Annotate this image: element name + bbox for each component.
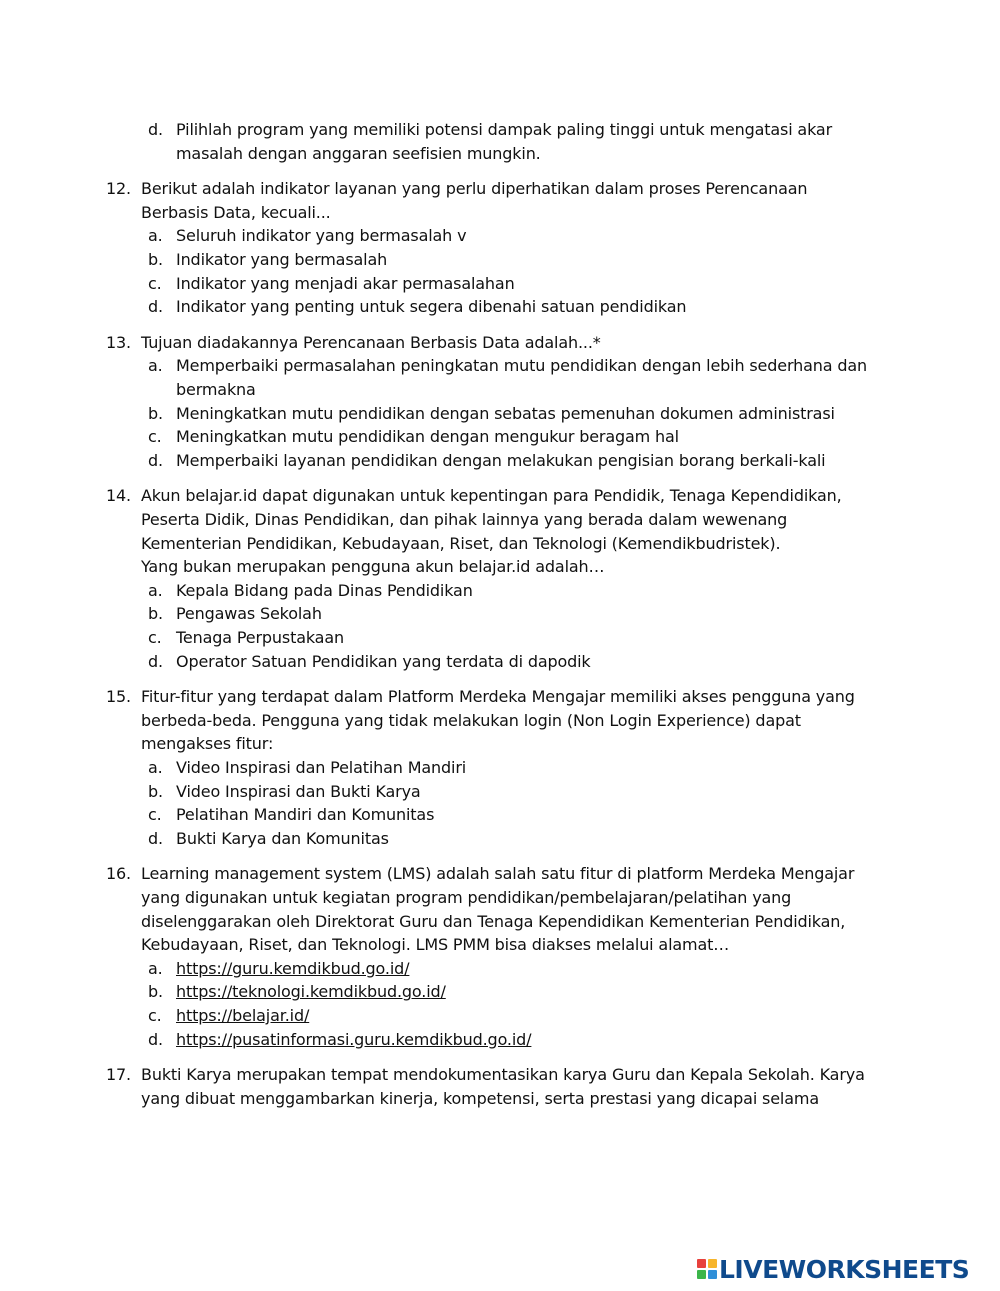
question-line <box>0 732 1000 756</box>
option-link[interactable]: https://teknologi.kemdikbud.go.id/ <box>176 982 446 1002</box>
option-link[interactable]: https://guru.kemdikbud.go.id/ <box>176 958 410 978</box>
question-number: 17. <box>106 1065 131 1085</box>
option-line <box>0 780 1000 804</box>
option-line <box>0 1004 1000 1028</box>
option-line <box>0 650 1000 674</box>
option-letter: d. <box>148 828 163 848</box>
question-line <box>0 862 1000 886</box>
logo-block <box>697 1270 706 1279</box>
question-text: Bukti Karya merupakan tempat mendokumentasikan karya Guru dan Kepala Sekolah. Karya <box>141 1065 865 1085</box>
question-text: Akun belajar.id dapat digunakan untuk kepentingan para Pendidik, Tenaga Kependidikan, <box>141 486 842 506</box>
question-text: Berbasis Data, kecuali... <box>141 202 331 222</box>
question-text: Kebudayaan, Riset, dan Teknologi. LMS PMM bisa diakses melalui alamat… <box>141 935 730 955</box>
question-line <box>0 1063 1000 1087</box>
option-letter: c. <box>148 273 162 293</box>
option-line <box>0 579 1000 603</box>
option-link[interactable]: https://pusatinformasi.guru.kemdikbud.go.id/ <box>176 1029 532 1049</box>
option-letter: b. <box>148 250 163 269</box>
option-line <box>0 827 1000 851</box>
option-letter: a. <box>148 580 163 600</box>
option-letter: a. <box>148 758 163 777</box>
question-number: 14. <box>106 486 131 506</box>
option-link[interactable]: https://belajar.id/ <box>176 1006 310 1025</box>
logo-wordmark: LIVEWORKSHEETS <box>719 1254 970 1284</box>
question-line <box>0 177 1000 201</box>
option-text: Kepala Bidang pada Dinas Pendidikan <box>176 580 473 600</box>
option-letter: a. <box>148 958 163 978</box>
option-text: Tenaga Perpustakaan <box>176 628 344 647</box>
question-number: 15. <box>106 687 131 707</box>
option-letter: d. <box>148 120 163 139</box>
option-line <box>0 602 1000 626</box>
question-text: Fitur-fitur yang terdapat dalam Platform Merdeka Mengajar memiliki akses pengguna yang <box>141 687 855 707</box>
option-text: Pengawas Sekolah <box>176 604 322 624</box>
question-line <box>0 201 1000 225</box>
question-number: 16. <box>106 864 131 884</box>
option-line <box>0 402 1000 426</box>
question-line <box>0 910 1000 934</box>
question-text: berbeda-beda. Pengguna yang tidak melakukan login (Non Login Experience) dapat <box>141 710 801 730</box>
option-line <box>0 118 1000 142</box>
logo-block <box>697 1259 706 1268</box>
question-line <box>0 886 1000 910</box>
question-line <box>0 508 1000 532</box>
option-letter: c. <box>148 805 162 825</box>
question-text: Learning management system (LMS) adalah salah satu fitur di platform Merdeka Mengajar <box>141 864 855 884</box>
option-line <box>0 142 1000 166</box>
option-text: Video Inspirasi dan Pelatihan Mandiri <box>176 758 467 777</box>
question-text: diselenggarakan oleh Direktorat Guru dan Tenaga Kependidikan Kementerian Pendidikan, <box>141 911 846 931</box>
option-text: Meningkatkan mutu pendidikan dengan sebatas pemenuhan dokumen administrasi <box>176 403 835 423</box>
option-text: Meningkatkan mutu pendidikan dengan mengukur beragam hal <box>176 427 679 447</box>
option-line <box>0 957 1000 981</box>
option-line <box>0 272 1000 296</box>
option-text: Memperbaiki permasalahan peningkatan mutu pendidikan dengan lebih sederhana dan <box>176 356 867 376</box>
option-letter: b. <box>148 403 163 423</box>
question-text: Kementerian Pendidikan, Kebudayaan, Riset, dan Teknologi (Kemendikbudristek). <box>141 533 781 553</box>
logo-block <box>708 1270 717 1279</box>
question-text: Yang bukan merupakan pengguna akun belajar.id adalah… <box>141 557 605 577</box>
option-text: Memperbaiki layanan pendidikan dengan melakukan pengisian borang berkali-kali <box>176 450 826 470</box>
option-letter: c. <box>148 628 162 647</box>
option-text: Indikator yang bermasalah <box>176 250 388 269</box>
question-line <box>0 555 1000 579</box>
option-line <box>0 248 1000 272</box>
question-text: Peserta Didik, Dinas Pendidikan, dan pihak lainnya yang berada dalam wewenang <box>141 510 788 529</box>
option-letter: d. <box>148 297 163 317</box>
option-line <box>0 224 1000 248</box>
option-text: Bukti Karya dan Komunitas <box>176 828 389 848</box>
option-letter: a. <box>148 356 163 376</box>
option-line <box>0 378 1000 402</box>
question-text: yang dibuat menggambarkan kinerja, kompetensi, serta prestasi yang dicapai selama <box>141 1088 819 1108</box>
question-text: Tujuan diadakannya Perencanaan Berbasis Data adalah...* <box>141 332 601 352</box>
question-line <box>0 331 1000 355</box>
option-text: Pilihlah program yang memiliki potensi dampak paling tinggi untuk mengatasi akar <box>176 120 833 139</box>
option-line <box>0 756 1000 780</box>
question-line <box>0 484 1000 508</box>
question-line <box>0 685 1000 709</box>
option-text: masalah dengan anggaran seefisien mungkin. <box>176 143 541 163</box>
question-text: mengakses fitur: <box>141 734 274 754</box>
option-text: bermakna <box>176 380 256 399</box>
option-text: Indikator yang menjadi akar permasalahan <box>176 273 515 293</box>
liveworksheets-logo <box>697 1254 969 1284</box>
logo-blocks-icon <box>697 1259 717 1279</box>
option-letter: a. <box>148 226 163 246</box>
question-line <box>0 933 1000 957</box>
option-letter: d. <box>148 450 163 470</box>
question-number: 12. <box>106 179 131 199</box>
question-line <box>0 1087 1000 1111</box>
option-line <box>0 803 1000 827</box>
question-line <box>0 532 1000 556</box>
option-letter: d. <box>148 1029 163 1049</box>
option-text: Operator Satuan Pendidikan yang terdata di dapodik <box>176 651 591 671</box>
option-line <box>0 425 1000 449</box>
option-letter: b. <box>148 604 163 624</box>
logo-block <box>708 1259 717 1268</box>
option-text: Video Inspirasi dan Bukti Karya <box>176 781 421 801</box>
option-letter: b. <box>148 781 163 801</box>
option-line <box>0 626 1000 650</box>
question-line <box>0 709 1000 733</box>
option-text: Pelatihan Mandiri dan Komunitas <box>176 805 435 825</box>
option-letter: c. <box>148 427 162 447</box>
option-line <box>0 1028 1000 1052</box>
option-text: Indikator yang penting untuk segera dibenahi satuan pendidikan <box>176 297 687 317</box>
option-line <box>0 449 1000 473</box>
question-number: 13. <box>106 332 131 352</box>
option-line <box>0 354 1000 378</box>
question-text: Berikut adalah indikator layanan yang perlu diperhatikan dalam proses Perencanaan <box>141 179 808 199</box>
option-letter: b. <box>148 982 163 1002</box>
option-line <box>0 980 1000 1004</box>
option-line <box>0 295 1000 319</box>
question-text: yang digunakan untuk kegiatan program pendidikan/pembelajaran/pelatihan yang <box>141 888 792 907</box>
option-letter: c. <box>148 1006 162 1025</box>
option-text: Seluruh indikator yang bermasalah v <box>176 226 467 246</box>
option-letter: d. <box>148 651 163 671</box>
